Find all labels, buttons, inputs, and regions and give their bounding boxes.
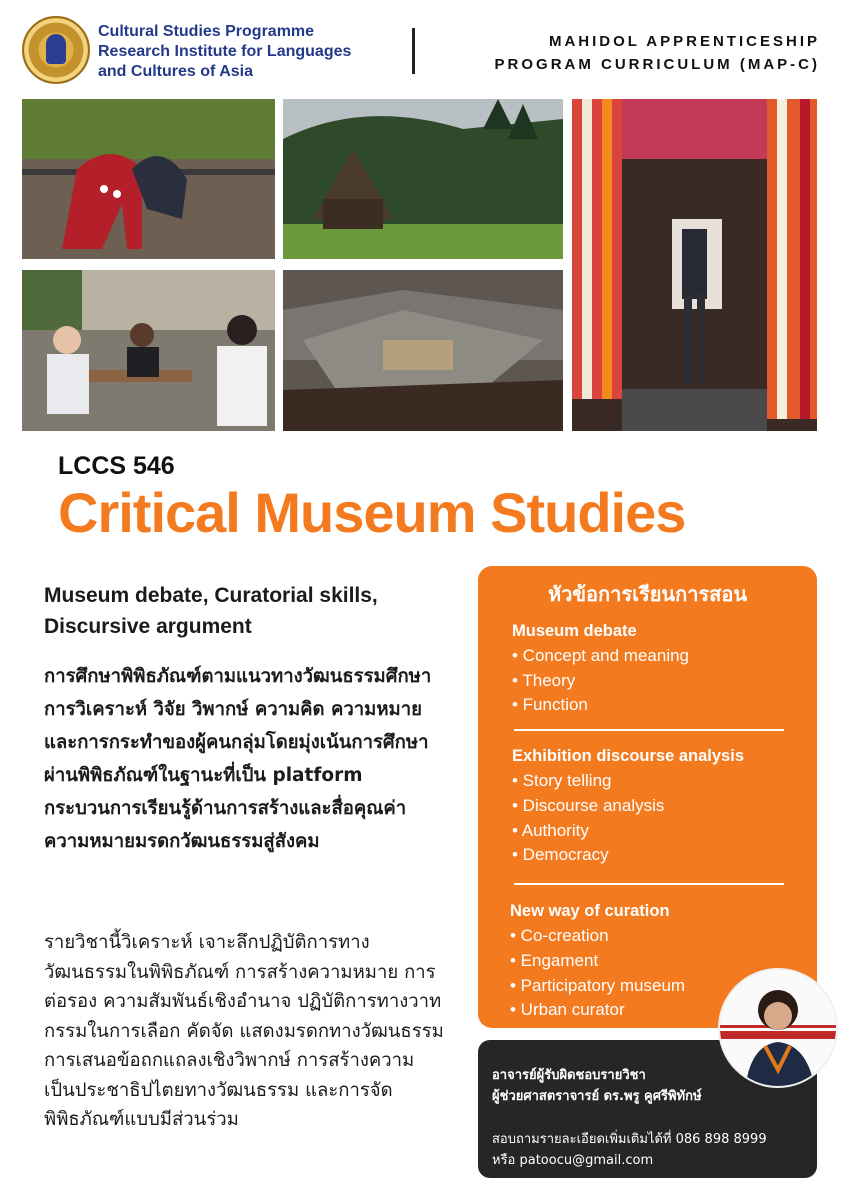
org-line-3: and Cultures of Asia xyxy=(98,63,253,80)
photo-sculpture xyxy=(22,99,275,259)
program-line-1: MAHIDOL APPRENTICESHIP xyxy=(548,33,820,50)
photo-traditional-house xyxy=(283,99,563,259)
photo-meeting xyxy=(22,270,275,431)
section-title-museum-debate: Museum debate xyxy=(512,622,637,640)
section-title-exhibition-discourse: Exhibition discourse analysis xyxy=(512,747,744,765)
topic-item: • Urban curator xyxy=(510,1000,625,1019)
topic-item: • Co-creation xyxy=(510,926,609,945)
course-subtitle: Museum debate, Curatorial skills, Discursive argument xyxy=(44,584,378,638)
section-title-new-curation: New way of curation xyxy=(510,902,670,920)
topic-item: • Concept and meaning xyxy=(512,646,690,665)
org-line-2: Research Institute for Languages xyxy=(98,43,352,60)
topics-heading: หัวข้อการเรียนการสอน xyxy=(547,582,748,606)
section-divider xyxy=(514,883,784,885)
instructor-name: ผู้ช่วยศาสตราจารย์ ดร.พรู คูศรีพิทักษ์ xyxy=(492,1089,702,1104)
instructor-portrait xyxy=(718,968,838,1088)
contact-email: หรือ patoocu@gmail.com xyxy=(492,1153,654,1168)
photo-architecture-model xyxy=(283,270,563,431)
course-description-bold: การศึกษาพิพิธภัณฑ์ตามแนวทางวัฒนธรรมศึกษา การวิเคราะห์ วิจัย วิพากษ์ ความคิด ความหมาย และการกระทำของผู้คนกลุ่มโดยมุ่งเน้นการศึกษาผ่านพิพิธภัณฑ์ในฐานะที่เป็น platform กระบวนการเรียนรู้ด้านการสร้างและสื่อคุณค่าความหมายมรดกวัฒนธรรมสู่สังคม xyxy=(44,666,432,852)
topics-box xyxy=(478,566,817,1028)
university-seal-icon xyxy=(22,16,90,84)
topic-item: • Story telling xyxy=(512,771,612,790)
organization-name xyxy=(98,22,351,82)
topic-item: • Theory xyxy=(512,671,576,690)
topic-item: • Function xyxy=(512,695,588,714)
topic-item: • Democracy xyxy=(512,845,609,864)
topic-item: • Engament xyxy=(510,951,599,970)
contact-phone: สอบถามรายละเอียดเพิ่มเติมได้ที่ 086 898 8999 xyxy=(492,1132,767,1147)
section-divider xyxy=(514,729,784,731)
topic-item: • Participatory museum xyxy=(510,976,686,995)
org-line-1: Cultural Studies Programme xyxy=(98,23,315,40)
instructor-role: อาจารย์ผู้รับผิดชอบรายวิชา xyxy=(492,1068,646,1083)
topic-item: • Authority xyxy=(512,821,589,840)
course-code: LCCS 546 xyxy=(58,452,175,480)
topic-item: • Discourse analysis xyxy=(512,796,665,815)
program-name xyxy=(495,30,820,76)
program-line-2: PROGRAM CURRICULUM (MAP-C) xyxy=(494,56,820,73)
photo-flower-garlands xyxy=(572,99,817,431)
course-title: Critical Museum Studies xyxy=(58,481,686,544)
course-description: รายวิชานี้วิเคราะห์ เจาะลึกปฏิบัติการทางวัฒนธรรมในพิพิธภัณฑ์ การสร้างความหมาย การต่อรอง ความสัมพันธ์เชิงอำนาจ ปฏิบัติการทางวาทกรรมในการเลือก คัดจัด แสดงมรดกทางวัฒนธรรม การเสนอข้อถกแถลงเชิงวิพากษ์ การสร้างความเป็นประชาธิปไตยทางวัฒนธรรม และการจัดพิพิธภัณฑ์แบบมีส่วนร่วม xyxy=(44,932,444,1130)
header-divider xyxy=(412,28,415,74)
